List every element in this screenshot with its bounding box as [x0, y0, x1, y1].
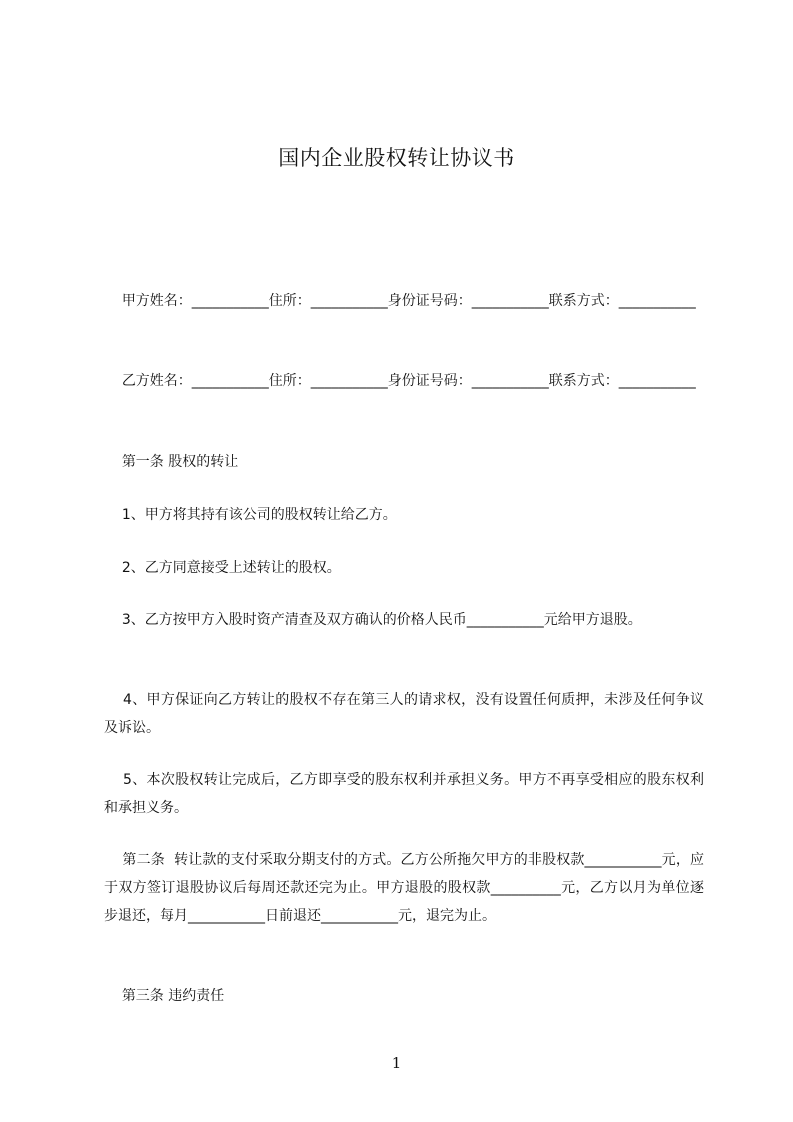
party-b-info-line: 乙方姓名：___________住所：___________身份证号码：___________联系方式：___________	[104, 373, 696, 389]
article-2-paragraph: 第二条 转让款的支付采取分期支付的方式。乙方公所拖欠甲方的非股权款___________元，应于双方签订退股协议后每周还款还完为止。甲方退股的股权款__________元，乙方以月为单位逐步退还，每月___________日前退还___________元，退完为止。	[104, 852, 704, 924]
article-1-item-3: 3、乙方按甲方入股时资产清查及双方确认的价格人民币___________元给甲方退股。	[104, 612, 642, 628]
document-title: 国内企业股权转让协议书	[278, 146, 515, 170]
article-1-item-1: 1、甲方将其持有该公司的股权转让给乙方。	[104, 507, 397, 523]
page-number: 1	[391, 1054, 402, 1072]
article-1-item-5: 5、本次股权转让完成后，乙方即享受的股东权利并承担义务。甲方不再享受相应的股东权利和承担义务。	[104, 772, 704, 816]
article-1-heading: 第一条 股权的转让	[104, 454, 239, 470]
article-1-item-2: 2、乙方同意接受上述转让的股权。	[104, 560, 341, 576]
article-1-item-4: 4、甲方保证向乙方转让的股权不存在第三人的请求权，没有设置任何质押，未涉及任何争议及诉讼。	[104, 692, 704, 736]
article-3-heading: 第三条 违约责任	[104, 988, 225, 1004]
party-a-info-line: 甲方姓名：___________住所：___________身份证号码：___________联系方式：___________	[104, 293, 696, 309]
